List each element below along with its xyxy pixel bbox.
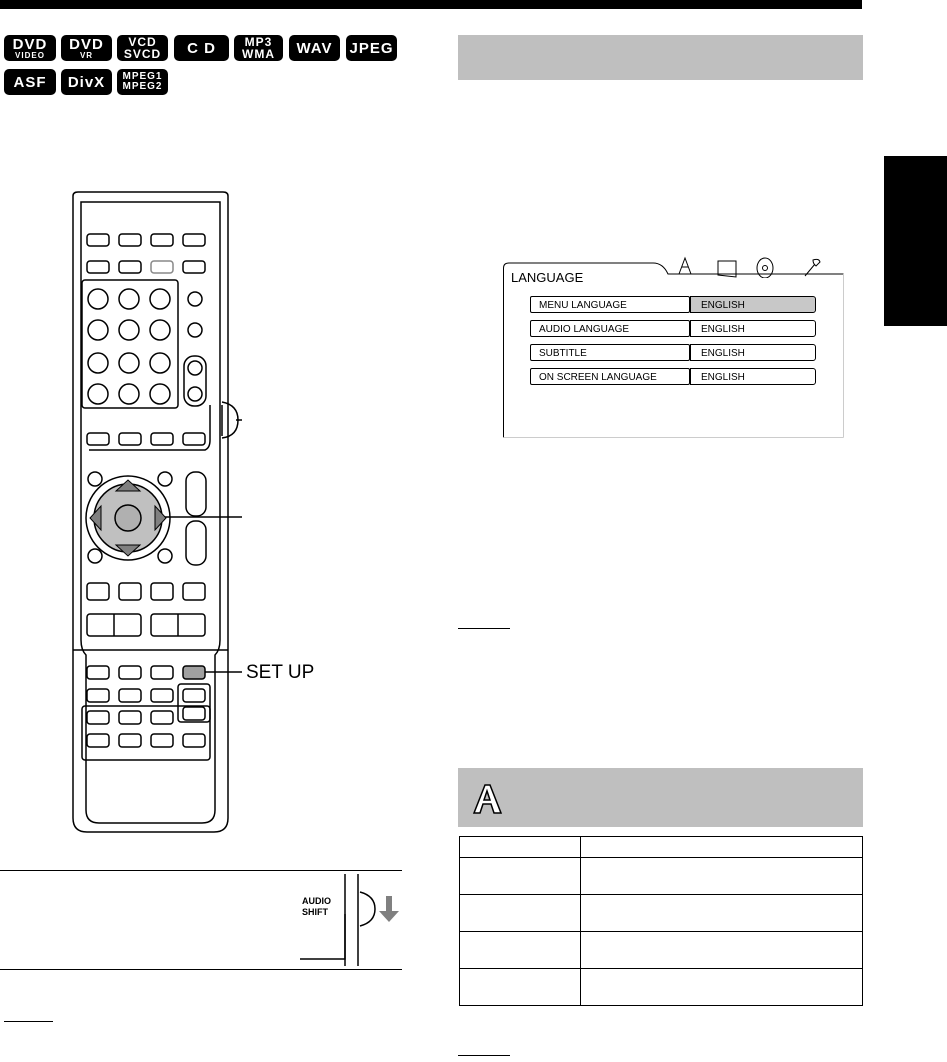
section-thumb-tab: [884, 156, 947, 326]
language-a-icon: [677, 258, 693, 274]
osd-row-value: ENGLISH: [690, 296, 816, 313]
table-row: [460, 858, 863, 895]
osd-row-label: SUBTITLE: [530, 344, 690, 361]
osd-row-on-screen-language[interactable]: [530, 368, 820, 385]
vcd-svcd-badge: VCD SVCD: [117, 35, 168, 61]
remote-control-illustration: [60, 190, 250, 840]
osd-row-audio-language[interactable]: [530, 320, 820, 337]
disc-icon: [757, 258, 773, 278]
jpeg-badge: JPEG: [346, 35, 397, 61]
osd-row-label: AUDIO LANGUAGE: [530, 320, 690, 337]
picture-icon: [718, 261, 736, 277]
asf-badge: ASF: [4, 69, 56, 95]
language-options-table: [459, 836, 863, 1006]
osd-row-value: ENGLISH: [690, 344, 816, 361]
mp3-wma-badge: MP3 WMA: [234, 35, 283, 61]
osd-row-value: ENGLISH: [690, 320, 816, 337]
note-underline-bottom-right: [458, 1055, 510, 1056]
shift-label: SHIFT: [302, 907, 328, 917]
language-section-header: [458, 768, 863, 827]
table-header-row: [460, 837, 863, 858]
audio-shift-illustration: [300, 874, 400, 966]
audio-label: AUDIO: [302, 896, 331, 906]
table-row: [460, 969, 863, 1006]
table-row: [460, 895, 863, 932]
note-bottom-rule: [0, 969, 402, 970]
note-underline-left: [4, 1021, 53, 1022]
osd-tab-icons: [673, 256, 843, 278]
format-badges: [0, 0, 420, 100]
mpeg1-mpeg2-badge: MPEG1 MPEG2: [117, 69, 168, 95]
dvd-vr-badge: DVD VR: [61, 35, 112, 61]
language-setup-menu: [503, 262, 844, 438]
section-header-bar: [458, 35, 863, 80]
cd-badge: C D: [174, 35, 229, 61]
setup-callout-label: SET UP: [246, 662, 315, 683]
language-a-icon: [470, 782, 504, 816]
shift-switch-icon: [300, 874, 400, 966]
osd-row-subtitle[interactable]: [530, 344, 820, 361]
table-row: [460, 932, 863, 969]
note-underline-right: [458, 628, 510, 629]
osd-row-label: MENU LANGUAGE: [530, 296, 690, 313]
osd-row-value: ENGLISH: [690, 368, 816, 385]
osd-row-label: ON SCREEN LANGUAGE: [530, 368, 690, 385]
dvd-video-badge: DVD VIDEO: [4, 35, 56, 61]
wrench-icon: [805, 259, 820, 276]
note-top-rule: [0, 870, 402, 871]
divx-badge: DivX: [61, 69, 112, 95]
wav-badge: WAV: [289, 35, 340, 61]
osd-row-menu-language[interactable]: [530, 296, 820, 313]
osd-title: LANGUAGE: [511, 270, 584, 285]
